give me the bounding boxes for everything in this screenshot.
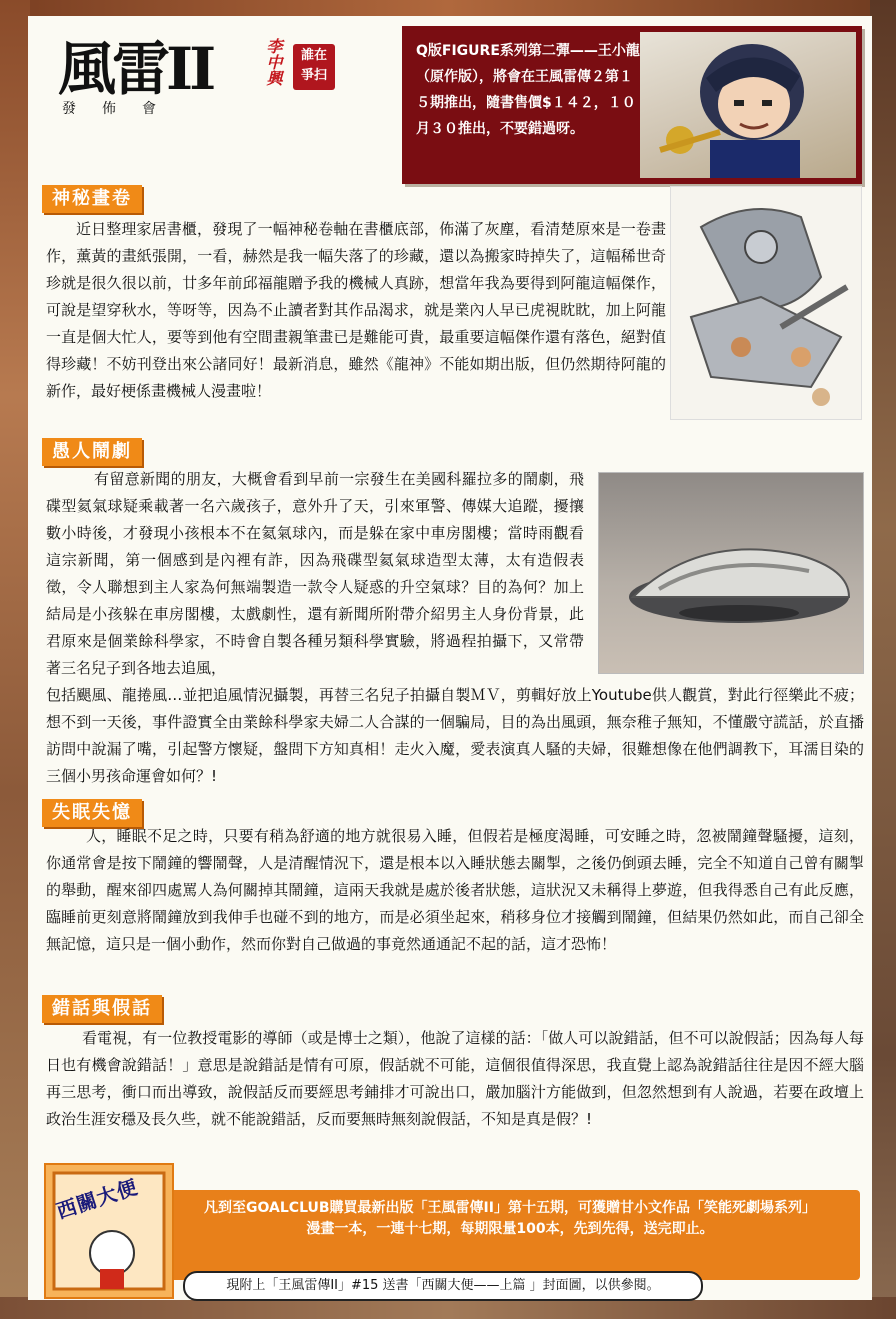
figure-photo [640,32,856,178]
ufo-balloon-photo [598,472,864,674]
book-cover-thumbnail [44,1163,174,1299]
logo-signature: 李中興 [264,38,283,86]
logo-sub-text: 發佈會 [62,101,182,117]
section-body-2-part-b: 包括颶風、龍捲風…並把追風情況攝製，再替三名兒子拍攝自製ＭＶ，剪輯好放上Youtube供人觀賞，對此行徑樂此不疲；想不到一天後，事件證實全由業餘科學家夫婦二人合謀的一個騙局，目的為出風頭，無奈稚子無知，不懂嚴守謊話，於直播訪問中說漏了嘴，引起警方懷疑，盤問下方知真相！走火入魔，愛表演真人騷的夫婦，很難想像在他們調教下，耳濡目染的三個小男孩命運會如何？! [46,686,864,785]
promo-text: Q版FIGURE系列第二彈——王小龍（原作版），將會在王風雷傳２第１５期推出，隨書售價$１４２，１０月３０推出，不要錯過呀。 [416,43,640,137]
robot-illustration [670,186,862,420]
column-logo [58,35,283,118]
section-body-2-part-a: 有留意新聞的朋友，大概會看到早前一宗發生在美國科羅拉多的鬧劇，飛碟型氦氣球疑乘載著一名六歲孩子，意外升了天，引來軍警、傳媒大追蹤，擾攘數小時後，才發現小孩根本不在氦氣球內，而是躲在家中車房閣樓；當時雨觀看這宗新聞，第一個感到是內裡有詐，因為飛碟型氦氣球造型太薄，太有造假表徵，令人聯想到主人家為何無端製造一款令人疑惑的升空氣球？目的為何？加上結局是小孩躲在車房閣樓，太戲劇性，還有新聞所附帶介紹男主人身份背景，此君原來是個業餘科學家，不時會自製各種另類科學實驗，將過程拍攝下，又常帶著三名兒子到各地去追風， [46,470,584,677]
logo-badge [293,44,335,90]
banner-text: 凡到至GOALCLUB購買最新出版「王風雷傳II」第十五期，可獲贈甘小文作品「笑能死劇場系列」漫畫一本，一連十七期，每期限量100本，先到先得，送完即止。 [204,1200,816,1237]
section-body-3: 人，睡眠不足之時，只要有稍為舒適的地方就很易入睡，但假若是極度渴睡，可安睡之時，忽被鬧鐘聲騷擾，這刻，你通常會是按下鬧鐘的響鬧聲，人是清醒情況下，還是根本以入睡狀態去關掣，之後仍倒頭去睡，完全不知道自己曾有關掣的舉動，醒來卻四處罵人為何關掉其鬧鐘，這兩天我就是處於後者狀態，這狀況又未稱得上夢遊，但我得悉自己有此反應，臨睡前更刻意將鬧鐘放到我伸手也碰不到的地方，而是必須坐起來，稍移身位才接觸到鬧鐘，但結果仍然如此，而自己卻全無記憶，這只是一個小動作，然而你對自己做過的事竟然通通記不起的話，這才恐怖！ [46,827,864,953]
figure-illustration [640,32,856,178]
promo-banner [170,1190,860,1280]
section-title-4: 錯話與假話 [42,995,162,1023]
section-title-2: 愚人鬧劇 [42,438,142,466]
section-title-1: 神秘畫卷 [42,185,142,213]
page-frame-left [0,0,30,1319]
page-frame-right [870,0,896,1319]
book-cover-title: 西關大便 [53,1174,141,1224]
logo-main-text: 風雷II [58,35,213,103]
ufo-balloon-shape [599,473,863,673]
section-title-3: 失眠失憶 [42,799,142,827]
promo-box [402,26,862,184]
section-body-1: 近日整理家居書櫃，發現了一幅神秘卷軸在書櫃底部，佈滿了灰塵，看清楚原來是一卷畫作，薰黃的畫紙張開，一看，赫然是我一幅失落了的珍藏，還以為搬家時掉失了，這幅稀世奇珍就是很久很以前，廿多年前邱福龍贈予我的機械人真跡，想當年我為要得到阿龍這幅傑作，可說是望穿秋水，等呀等，因為不止讀者對其作品渴求，就是業內人早已虎視眈眈，加上阿龍一直是個大忙人，要等到他有空間畫親筆畫已是難能可貴，最重要這幅傑作還有落色，絕對值得珍藏！不妨刊登出來公諸同好！最新消息，雖然《龍神》不能如期出版，但仍然期待阿龍的新作，最好梗係畫機械人漫畫啦！ [46,220,666,400]
caption-bubble: 現附上「王風雷傳II」#15 送書「西關大便——上篇 」封面圖，以供參閱。 [183,1271,703,1301]
logo-badge-text: 誰在 爭扫 [300,48,327,83]
robot-sketch [671,187,861,419]
section-body-4: 看電視，有一位教授電影的導師（或是博士之類），他說了這樣的話：「做人可以說錯話，但不可以說假話；因為每人每日也有機會說錯話！」意思是說錯話是情有可原，假話就不可能，這個很值得深思，我直覺上認為說錯話往往是因不經大腦再三思考，衝口而出導致，說假話反而要經思考鋪排才可說出口，嚴加腦汁方能做到，但忽然想到有人說過，若要在政壇上政治生涯安穩及長久些，就不能說錯話，反而要無時無刻說假話，不知是真是假？! [46,1029,864,1128]
